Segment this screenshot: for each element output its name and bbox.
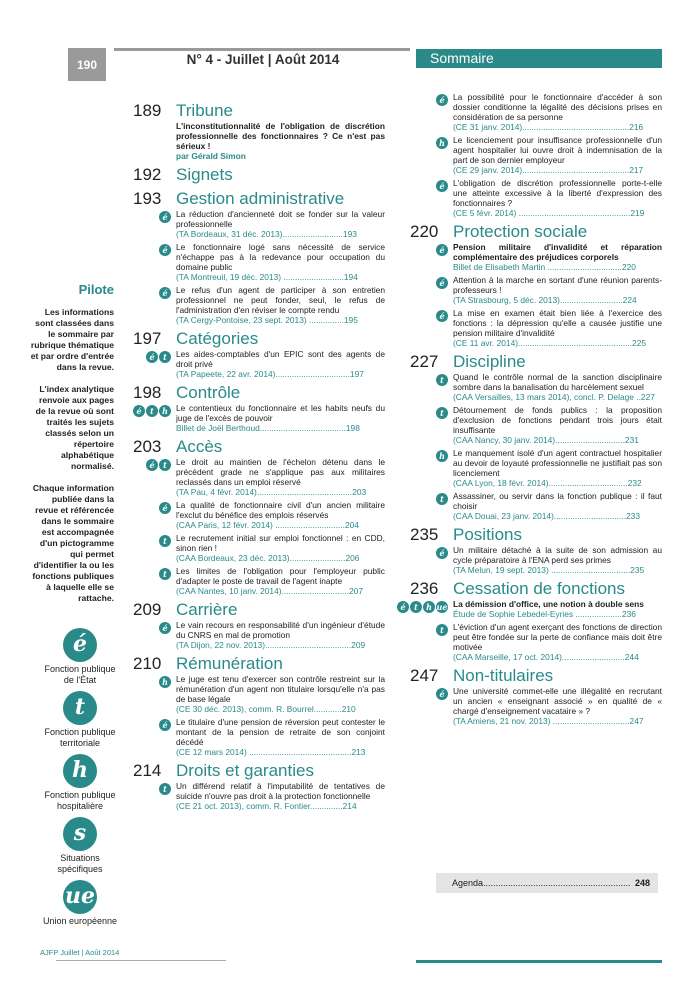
etat-icon: é xyxy=(436,180,448,192)
etat-icon: é xyxy=(159,622,171,634)
section-page: 197 xyxy=(133,329,162,348)
entry-title: Le titulaire d'une pension de réversion peut contester le montant de la pension de retraite de son conjoint décédé xyxy=(176,717,385,747)
entry-reference: (CAA Versailles, 13 mars 2014), concl. P. Delage ..227 xyxy=(453,392,655,402)
legend-label: Fonction publique hospitalière xyxy=(44,790,116,811)
etat-icon: é xyxy=(146,459,158,471)
entry-pictograms xyxy=(159,719,171,731)
entry-pictograms xyxy=(436,624,448,636)
section-heading[interactable] xyxy=(133,437,385,457)
entry-pictograms xyxy=(159,535,171,547)
section-page: 247 xyxy=(410,666,439,685)
entry-reference: (CAA Bordeaux, 23 déc. 2013)........................206 xyxy=(176,553,360,563)
entry-reference: (CAA Lyon, 18 févr. 2014)..................................232 xyxy=(453,478,642,488)
entry-pictograms xyxy=(159,568,171,580)
legend-label: Fonction publique de l'État xyxy=(44,664,116,685)
territoriale-icon: t xyxy=(159,783,171,795)
entry-pictograms xyxy=(436,244,448,256)
territoriale-icon: t xyxy=(436,407,448,419)
territoriale-icon: t xyxy=(159,459,171,471)
section-heading[interactable] xyxy=(133,329,385,349)
section-title: Gestion administrative xyxy=(176,189,345,208)
legend-label: Situations spécifiques xyxy=(57,853,103,874)
entry-reference: (TA Amiens, 21 nov. 2013) .................................247 xyxy=(453,716,644,726)
hospitaliere-icon: h xyxy=(436,450,448,462)
section-entries xyxy=(133,209,385,325)
toc-entry[interactable] xyxy=(439,92,662,132)
toc-entry[interactable] xyxy=(439,308,662,348)
pictogram-legend xyxy=(40,628,120,933)
entry-pictograms xyxy=(159,211,171,223)
toc-entry[interactable] xyxy=(400,599,662,619)
entry-title: Pension militaire d'invalidité et réparation complémentaire des préjudices corporels xyxy=(453,242,662,262)
territoriale-icon: t xyxy=(410,601,422,613)
entry-reference: (CE 31 janv. 2014)..............................................216 xyxy=(453,122,644,132)
etat-icon: é xyxy=(159,502,171,514)
footer-rule-right xyxy=(416,960,662,963)
entry-reference: (TA Papeete, 22 avr. 2014)................................197 xyxy=(176,369,364,379)
section-entries xyxy=(133,781,385,811)
entry-title: Le juge est tenu d'exercer son contrôle restreint sur la rémunération d'un agent non titulaire lorsqu'elle n'a pas de base légale xyxy=(176,674,385,704)
agenda-label: Agenda........................................................... xyxy=(452,878,631,888)
entry-pictograms xyxy=(159,783,171,795)
etat-icon: é xyxy=(436,94,448,106)
header-rule xyxy=(114,48,410,51)
entry-title: Le vain recours en responsabilité d'un ingénieur d'étude du CNRS en mal de promotion xyxy=(176,620,385,640)
entry-reference: (CAA Douai, 23 janv. 2014)...............................233 xyxy=(453,511,640,521)
section-entries xyxy=(133,349,385,379)
entry-pictograms xyxy=(146,459,171,471)
section-page: 236 xyxy=(410,579,439,598)
section-heading[interactable] xyxy=(410,579,662,599)
toc-entry[interactable] xyxy=(439,275,662,305)
toc-entry[interactable] xyxy=(440,372,662,402)
section-entries xyxy=(133,403,385,433)
toc-entry[interactable] xyxy=(162,285,385,325)
sidebar-paragraph: L'index analytique renvoie aux pages de la revue où sont traités les sujets classés selon un répertoire alphabétique normalisé. xyxy=(35,384,114,471)
entry-reference: (TA Bordeaux, 31 déc. 2013)..........................193 xyxy=(176,229,357,239)
entry-pictograms xyxy=(133,405,171,417)
section-title: Accès xyxy=(176,437,223,456)
entry-title: Le licenciement pour insuffisance professionnelle d'un agent hospitalier lui ouvre droit à indemnisation de la part de son dernier employeur xyxy=(453,135,662,165)
etat-icon: é xyxy=(159,287,171,299)
section-heading[interactable] xyxy=(410,222,662,242)
entry-reference: (CAA Paris, 12 févr. 2014) ..............................204 xyxy=(176,520,359,530)
etat-icon: é xyxy=(133,405,145,417)
entry-pictograms xyxy=(436,137,448,149)
section-page: 210 xyxy=(133,654,162,673)
section-page: 192 xyxy=(133,165,162,184)
entry-reference: (CE 29 janv. 2014)..............................................217 xyxy=(453,165,644,175)
entry-reference: (CAA Marseille, 17 oct. 2014)...........................244 xyxy=(453,652,639,662)
entry-reference: (CAA Nantes, 10 janv. 2014).............................207 xyxy=(176,586,363,596)
entry-title: Les limites de l'obligation pour l'employeur public d'adapter le poste de travail de l'agent inapte xyxy=(176,566,385,586)
section-entries xyxy=(410,242,662,348)
entry-pictograms xyxy=(436,94,448,106)
entry-reference: (TA Montreuil, 19 déc. 2013) ..........................194 xyxy=(176,272,358,282)
territoriale-icon: t xyxy=(159,535,171,547)
section-title: Signets xyxy=(176,165,233,184)
toc-entry[interactable] xyxy=(439,242,662,272)
etat-icon: é xyxy=(436,688,448,700)
toc-entry[interactable] xyxy=(163,781,385,811)
section-page: 189 xyxy=(133,101,162,120)
section-page: 203 xyxy=(133,437,162,456)
section-entries xyxy=(133,674,385,757)
entry-title: Détournement de fonds publics : la proposition d'exclusion de fonctions pendant trois jours était insuffisante xyxy=(453,405,662,435)
entry-pictograms xyxy=(436,493,448,505)
territoriale-icon: t xyxy=(159,351,171,363)
entry-reference: (CE 30 déc. 2013), comm. R. Bourrel............210 xyxy=(176,704,356,714)
section-title: Discipline xyxy=(453,352,526,371)
section-heading[interactable] xyxy=(133,600,385,620)
entry-pictograms xyxy=(159,502,171,514)
hospitaliere-icon: h xyxy=(436,137,448,149)
entry-title: Quand le contrôle normal de la sanction disciplinaire sombre dans la banalisation du harcèlement sexuel xyxy=(453,372,662,392)
section-page: 214 xyxy=(133,761,162,780)
section-page: 209 xyxy=(133,600,162,619)
section-title: Tribune xyxy=(176,101,234,120)
section-heading[interactable] xyxy=(133,654,385,674)
entry-reference: Billet de Elisabeth Martin ................................220 xyxy=(453,262,636,272)
entry-pictograms xyxy=(436,450,448,462)
entry-reference: (TA Dijon, 22 nov. 2013).....................................209 xyxy=(176,640,366,650)
entry-title: Une université commet-elle une illégalité en recrutant un ancien « enseignant associé » en qualité de « chargé d'enseignement vacataire » ? xyxy=(453,686,662,716)
hospitaliere-icon: h xyxy=(63,754,97,788)
toc-entry[interactable] xyxy=(440,491,662,521)
entry-pictograms xyxy=(159,622,171,634)
entry-title: La démission d'office, une notion à double sens xyxy=(453,599,644,609)
toc-entry[interactable] xyxy=(136,403,385,433)
entry-title: La mise en examen était bien liée à l'exercice des fonctions : la dépression qu'elle a causée justifie une pension militaire d'invalidité xyxy=(453,308,662,338)
entry-title: Un militaire détaché à la suite de son admission au cycle préparatoire à l'ENA perd ses primes xyxy=(453,545,662,565)
legend-item xyxy=(40,754,120,811)
entry-reference: par Gérald Simon xyxy=(176,151,246,161)
section-title: Contrôle xyxy=(176,383,241,402)
entry-title: Le recrutement initial sur emploi fonctionnel : en CDD, sinon rien ! xyxy=(176,533,385,553)
section-page: 235 xyxy=(410,525,439,544)
entry-title: L'obligation de discrétion professionnelle porte-t-elle une atteinte excessive à la liberté d'expression des fonctionnaires ? xyxy=(453,178,662,208)
sommaire-banner: Sommaire xyxy=(416,49,662,68)
section-page: 227 xyxy=(410,352,439,371)
entry-reference: Étude de Sophie Lebedel-Eyries ....................236 xyxy=(453,609,636,619)
page-number: 190 xyxy=(68,48,106,81)
section-title: Droits et garanties xyxy=(176,761,314,780)
section-title: Positions xyxy=(453,525,522,544)
section-entries xyxy=(133,121,385,161)
section-heading[interactable] xyxy=(410,525,662,545)
legend-item xyxy=(40,880,120,927)
entry-pictograms xyxy=(436,310,448,322)
entry-pictograms xyxy=(436,547,448,559)
section-entries xyxy=(410,545,662,575)
entry-pictograms xyxy=(436,277,448,289)
territoriale-icon: t xyxy=(436,374,448,386)
footer-rule-left xyxy=(56,960,226,961)
entry-title: L'inconstitutionnalité de l'obligation de discrétion professionnelle des fonctionnaires ? Ce n'est pas sérieux ! xyxy=(176,121,385,151)
entry-pictograms xyxy=(436,180,448,192)
territoriale-icon: t xyxy=(436,493,448,505)
section-title: Carrière xyxy=(176,600,238,619)
sidebar-paragraph: Chaque information publiée dans la revue et référencée dans le sommaire est accompagnée d'un pictogramme qui permet d'identifier la ou les fonctions publiques à laquelle elle se rattache. xyxy=(32,483,114,603)
entry-title: Le contentieux du fonctionnaire et les habits neufs du juge de l'excès de pouvoir xyxy=(176,403,385,423)
territoriale-icon: t xyxy=(146,405,158,417)
toc-entry[interactable] xyxy=(440,405,662,445)
etat-icon: é xyxy=(436,547,448,559)
entry-title: L'éviction d'un agent exerçant des fonctions de direction peut être fondée sur la perte de confiance mais doit être motivée xyxy=(453,622,662,652)
entry-pictograms xyxy=(436,374,448,386)
entry-title: Assassiner, ou servir dans la fonction publique : il faut choisir xyxy=(453,491,662,511)
toc-entry[interactable] xyxy=(162,209,385,239)
etat-icon: é xyxy=(146,351,158,363)
entry-title: Un différend relatif à l'imputabilité de tentatives de suicide n'ouvre pas droit à la protection fonctionnelle xyxy=(176,781,385,801)
ue-icon: ue xyxy=(63,880,97,914)
territoriale-icon: t xyxy=(159,568,171,580)
etat-icon: é xyxy=(397,601,409,613)
section-heading[interactable] xyxy=(410,352,662,372)
entry-title: Le refus d'un agent de participer à son entretien professionnel ne peut fonder, seul, le refus de l'administration d'en réviser le compte rendu xyxy=(176,285,385,315)
entry-reference: (CE 11 avr. 2014).................................................225 xyxy=(453,338,647,348)
legend-item xyxy=(40,628,120,685)
toc-entry[interactable] xyxy=(163,566,385,596)
entry-pictograms xyxy=(397,601,448,613)
territoriale-icon: t xyxy=(436,624,448,636)
hospitaliere-icon: h xyxy=(159,405,171,417)
entry-reference: (TA Melun, 19 sept. 2013) ..................................235 xyxy=(453,565,645,575)
entry-pictograms xyxy=(436,407,448,419)
pilote-sidebar xyxy=(28,282,114,615)
toc-entry[interactable] xyxy=(163,533,385,563)
entry-reference: (TA Pau, 4 févr. 2014).........................................203 xyxy=(176,487,367,497)
toc-entry[interactable] xyxy=(162,620,385,650)
territoriale-icon: t xyxy=(63,691,97,725)
toc-right-column xyxy=(400,92,662,729)
footer-text: AJFP Juillet | Août 2014 xyxy=(40,948,120,957)
legend-label: Fonction publique territoriale xyxy=(44,727,116,748)
toc-entry[interactable] xyxy=(439,686,662,726)
toc-entry[interactable] xyxy=(162,242,385,282)
entry-title: La réduction d'ancienneté doit se fonder sur la valeur professionnelle xyxy=(176,209,385,229)
toc-entry[interactable] xyxy=(149,349,385,379)
section-entries xyxy=(133,620,385,650)
section-title: Rémunération xyxy=(176,654,283,673)
entry-title: La possibilité pour le fonctionnaire d'accéder à son dossier conditionne la légalité des décisions prises en considération de sa personne xyxy=(453,92,662,122)
entry-reference: (CE 12 mars 2014) ............................................213 xyxy=(176,747,366,757)
toc-entry[interactable] xyxy=(149,457,385,497)
etat-icon: é xyxy=(159,244,171,256)
toc-entry[interactable] xyxy=(440,622,662,662)
section-heading[interactable] xyxy=(133,165,385,185)
toc-entry[interactable] xyxy=(162,674,385,714)
etat-icon: é xyxy=(436,244,448,256)
section-entries xyxy=(400,599,662,662)
specifique-icon: s xyxy=(63,817,97,851)
toc-left-column xyxy=(133,97,385,814)
entry-title: Le droit au maintien de l'échelon détenu dans le précédent grade ne s'applique pas aux militaires reclassés dans un emploi réservé xyxy=(176,457,385,487)
section-heading[interactable] xyxy=(410,666,662,686)
entry-pictograms xyxy=(436,688,448,700)
section-title: Catégories xyxy=(176,329,259,348)
entry-title: Attention à la marche en sortant d'une réunion parents-professeurs ! xyxy=(453,275,662,295)
section-heading[interactable] xyxy=(133,189,385,209)
entry-reference: (CE 21 oct. 2013), comm. R. Fontier..............214 xyxy=(176,801,357,811)
sidebar-title: Pilote xyxy=(78,282,114,297)
section-page: 220 xyxy=(410,222,439,241)
toc-entry[interactable] xyxy=(162,717,385,757)
entry-pictograms xyxy=(159,676,171,688)
section-entries xyxy=(410,372,662,521)
section-title: Non-titulaires xyxy=(453,666,554,685)
entry-reference: (CAA Nancy, 30 janv. 2014)..............................231 xyxy=(453,435,639,445)
section-entries xyxy=(133,457,385,596)
hospitaliere-icon: h xyxy=(159,676,171,688)
toc-entry[interactable] xyxy=(176,121,385,161)
legend-label: Union européenne xyxy=(42,916,118,926)
section-page: 198 xyxy=(133,383,162,402)
entry-title: Le manquement isolé d'un agent contractuel hospitalier au devoir de loyauté professionnelle ne justifiait pas son licenciement xyxy=(453,448,662,478)
entry-reference: (TA Strasbourg, 5 déc. 2013)...........................224 xyxy=(453,295,637,305)
agenda-entry[interactable] xyxy=(436,873,658,893)
legend-item xyxy=(40,817,120,874)
legend-item xyxy=(40,691,120,748)
entry-pictograms xyxy=(159,244,171,256)
section-page: 193 xyxy=(133,189,162,208)
toc-entry[interactable] xyxy=(162,500,385,530)
toc-entry[interactable] xyxy=(439,135,662,175)
sidebar-paragraph: Les informations sont classées dans le sommaire par rubrique thématique et par ordre d'entrée dans la revue. xyxy=(30,307,114,372)
hospitaliere-icon: h xyxy=(423,601,435,613)
section-heading[interactable] xyxy=(133,761,385,781)
issue-title: N° 4 - Juillet | Août 2014 xyxy=(186,52,340,67)
etat-icon: é xyxy=(63,628,97,662)
etat-icon: é xyxy=(436,277,448,289)
entry-reference: (CE 5 févr. 2014) ................................................219 xyxy=(453,208,645,218)
section-entries xyxy=(410,686,662,726)
entry-reference: (TA Cergy-Pontoise, 23 sept. 2013) ...............195 xyxy=(176,315,358,325)
toc-entry[interactable] xyxy=(439,178,662,218)
entry-title: Les aides-comptables d'un EPIC sont des agents de droit privé xyxy=(176,349,385,369)
etat-icon: é xyxy=(159,719,171,731)
toc-entry[interactable] xyxy=(439,448,662,488)
entry-title: Le fonctionnaire logé sans nécessité de service n'échappe pas à la redevance pour occupation du domaine public xyxy=(176,242,385,272)
section-heading[interactable] xyxy=(133,383,385,403)
section-heading[interactable] xyxy=(133,101,385,121)
section-title: Protection sociale xyxy=(453,222,588,241)
entry-title: La qualité de fonctionnaire civil d'un ancien militaire l'exclut du bénéfice des emplois réservés xyxy=(176,500,385,520)
section-entries xyxy=(410,92,662,218)
entry-pictograms xyxy=(159,287,171,299)
etat-icon: é xyxy=(159,211,171,223)
ue-icon: ue xyxy=(436,602,448,612)
etat-icon: é xyxy=(436,310,448,322)
toc-entry[interactable] xyxy=(439,545,662,575)
entry-pictograms xyxy=(146,351,171,363)
agenda-page: 248 xyxy=(634,878,650,888)
entry-reference: Billet de Joël Berthoud.....................................198 xyxy=(176,423,360,433)
section-title: Cessation de fonctions xyxy=(453,579,625,598)
